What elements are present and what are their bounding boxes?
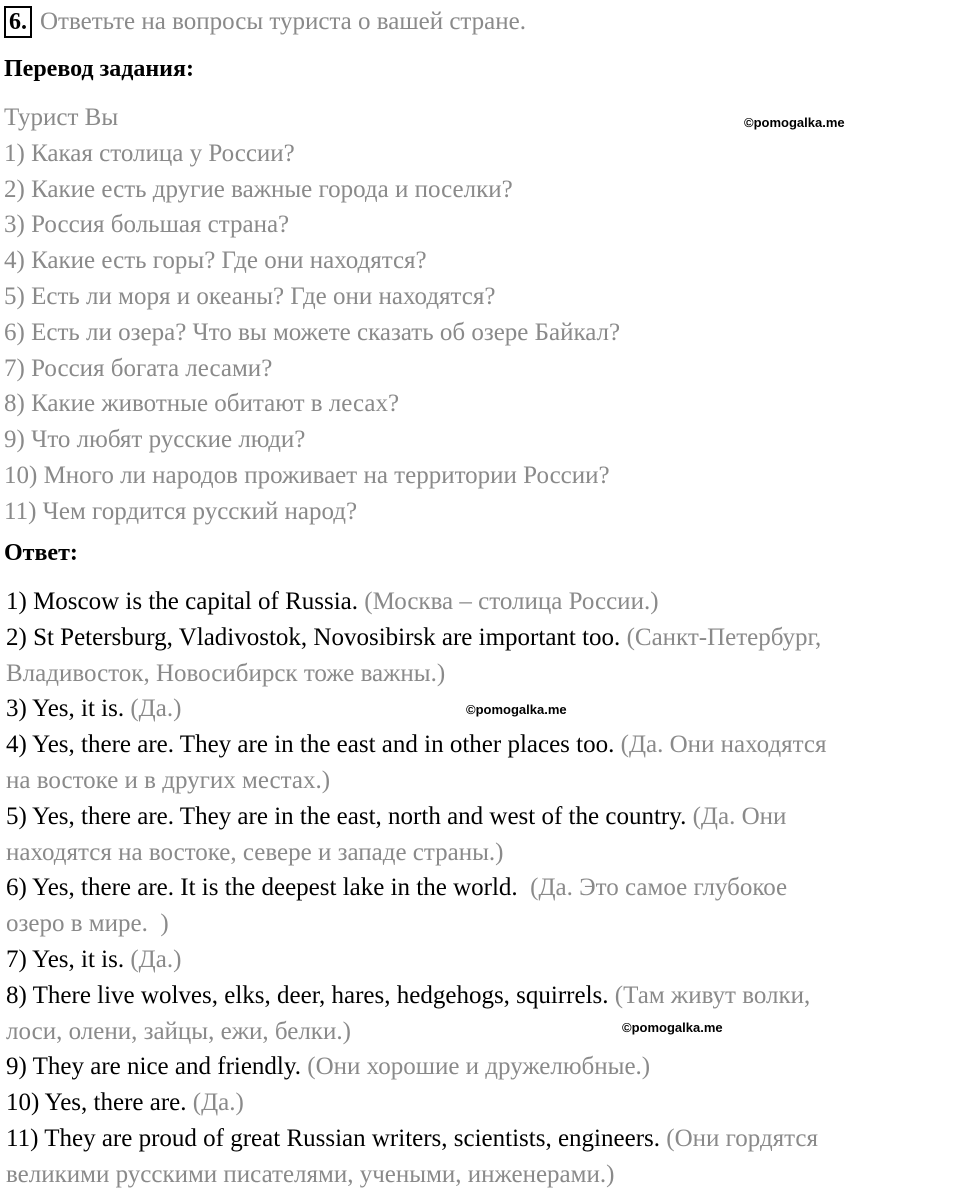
answer-ru: (Да. Это самое глубокое <box>523 874 788 902</box>
question-item: 11) Чем гордится русский народ? <box>4 497 358 525</box>
task-line <box>4 4 526 40</box>
answer-ru: великими русскими писателями, учеными, инженерами.) <box>6 1160 615 1188</box>
answer-line <box>6 620 958 656</box>
answer-en: 11) They are proud of great Russian writers, scientists, engineers. <box>6 1124 667 1152</box>
questions-header: Турист Вы <box>4 104 119 131</box>
question-item: 3) Россия большая страна? <box>4 211 290 239</box>
question-item: 6) Есть ли озера? Что вы можете сказать об озере Байкал? <box>4 318 621 346</box>
answer-ru: лоси, олени, зайцы, ежи, белки.) <box>6 1017 351 1045</box>
answer-ru: (Да.) <box>130 945 182 973</box>
answer-ru: (Москва – столица России.) <box>364 588 659 615</box>
answer-en: 9) They are nice and friendly. <box>6 1053 308 1081</box>
answer-ru: на востоке и в других местах.) <box>6 766 331 794</box>
question-item: 8) Какие животные обитают в лесах? <box>4 390 400 418</box>
questions-list <box>4 100 620 530</box>
question-item: 4) Какие есть горы? Где они находятся? <box>4 247 427 275</box>
question-item: 2) Какие есть другие важные города и поселки? <box>4 175 513 203</box>
answer-en: 1) Moscow is the capital of Russia. <box>6 588 365 615</box>
answer-en: 7) Yes, it is. <box>6 945 131 973</box>
answer-line <box>6 1157 958 1193</box>
answer-line <box>6 1014 958 1050</box>
answer-line <box>6 727 958 763</box>
answer-line <box>6 978 958 1014</box>
answer-ru: (Да. Они <box>692 802 787 830</box>
watermark-text: ©pomogalka.me <box>622 1020 723 1035</box>
answers-list <box>6 584 958 1193</box>
answer-ru: (Да.) <box>130 695 182 723</box>
question-item: 5) Есть ли моря и океаны? Где они находятся? <box>4 282 496 310</box>
answer-ru: находятся на востоке, севере и западе страны.) <box>6 838 504 866</box>
task-text: Ответьте на вопросы туриста о вашей стране. <box>40 8 526 35</box>
answer-ru: (Они гордятся <box>666 1124 818 1152</box>
answer-en: 3) Yes, it is. <box>6 695 131 723</box>
watermark-text: ©pomogalka.me <box>744 115 845 130</box>
answer-line <box>6 584 958 620</box>
answer-en: 5) Yes, there are. They are in the east, north and west of the country. <box>6 802 693 830</box>
answer-line <box>6 1049 958 1085</box>
question-item: 9) Что любят русские люди? <box>4 426 306 454</box>
answer-line <box>6 835 958 871</box>
watermark-text: ©pomogalka.me <box>466 702 567 717</box>
answer-ru: (Да. Они находятся <box>620 731 827 759</box>
answer-en: 10) Yes, there are. <box>6 1089 193 1117</box>
translation-heading: Перевод задания: <box>4 56 194 82</box>
task-number: 6. <box>4 6 32 38</box>
answer-line <box>6 799 958 835</box>
answer-line <box>6 906 958 942</box>
answer-ru: (Там живут волки, <box>614 981 811 1009</box>
answer-line <box>6 656 958 692</box>
question-item: 1) Какая столица у России? <box>4 139 295 167</box>
answer-ru: озеро в мире. ) <box>6 910 169 938</box>
answer-en: 2) St Petersburg, Vladivostok, Novosibirsk are important too. <box>6 623 627 651</box>
answer-ru: (Да.) <box>192 1089 244 1117</box>
answer-ru: Владивосток, Новосибирск тоже важны.) <box>6 659 446 687</box>
answer-en: 6) Yes, there are. It is the deepest lake in the world. <box>6 874 524 902</box>
answer-en: 4) Yes, there are. They are in the east and in other places too. <box>6 731 621 759</box>
answer-line <box>6 942 958 978</box>
answer-line <box>6 1121 958 1157</box>
question-item: 7) Россия богата лесами? <box>4 354 273 382</box>
answer-heading: Ответ: <box>4 540 78 566</box>
answer-line <box>6 870 958 906</box>
answer-ru: (Санкт-Петербург, <box>626 623 822 651</box>
answer-line <box>6 1085 958 1121</box>
answer-en: 8) There live wolves, elks, deer, hares, hedgehogs, squirrels. <box>6 981 615 1009</box>
answer-ru: (Они хорошие и дружелюбные.) <box>307 1053 651 1081</box>
question-item: 10) Много ли народов проживает на территории России? <box>4 461 610 489</box>
answer-line <box>6 763 958 799</box>
